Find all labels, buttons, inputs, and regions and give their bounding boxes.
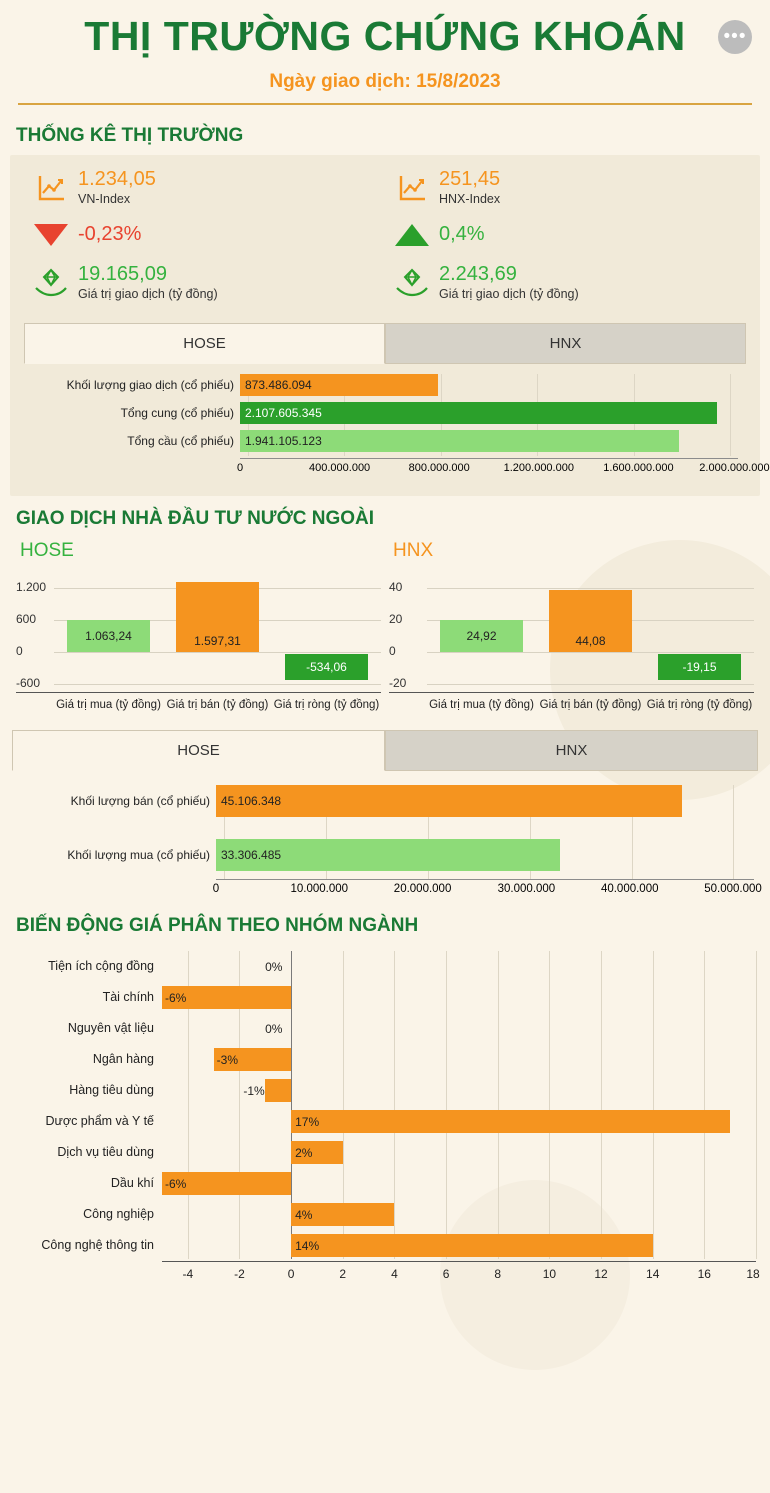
bar-value: 2.107.605.345	[245, 405, 322, 420]
sector-label: Nguyên vật liệu	[67, 1021, 154, 1036]
bar-track	[216, 785, 754, 817]
bar-fill	[240, 374, 438, 396]
section-title-market-stats: THỐNG KÊ THỊ TRƯỜNG	[16, 125, 244, 147]
bar-track	[216, 839, 754, 871]
y-tick: 40	[389, 579, 403, 594]
bar-label: Tổng cung (cổ phiếu)	[120, 405, 234, 420]
trading-date: Ngày giao dịch: 15/8/2023	[269, 71, 501, 93]
sector-value: 4%	[295, 1207, 313, 1222]
bar-value: 1.597,31	[194, 633, 241, 648]
sector-label: Tài chính	[102, 990, 154, 1005]
axis-tick: 2.000.000.000	[699, 461, 770, 474]
y-tick: -20	[389, 675, 407, 690]
foreign-chart-hnx	[385, 538, 758, 712]
bar-track	[240, 430, 738, 452]
hand-diamond-icon	[24, 266, 78, 298]
sector-plot	[162, 1230, 756, 1261]
x-categories-hnx	[389, 692, 754, 712]
hnx-value-label: Giá trị giao dịch (tỷ đồng)	[439, 286, 579, 301]
divider	[18, 103, 752, 105]
axis-tick: 0	[212, 882, 220, 895]
axis-tick: -2	[234, 1266, 245, 1281]
bar-fill	[440, 620, 523, 652]
page-title: THỊ TRƯỜNG CHỨNG KHOÁN	[84, 13, 686, 59]
vnindex-value: 1.234,05	[78, 168, 156, 191]
bar-value: 33.306.485	[221, 847, 282, 862]
bar-label: Khối lượng mua (cổ phiếu)	[67, 847, 210, 862]
market-volume-chart	[24, 364, 770, 482]
arrow-up-icon	[385, 222, 439, 248]
tab-hnx-market[interactable]: HNX	[385, 323, 746, 364]
sector-label: Dịch vụ tiêu dùng	[57, 1145, 154, 1160]
sector-value: -1%	[243, 1083, 265, 1098]
y-tick: 20	[389, 611, 403, 626]
bar-label: Khối lượng bán (cổ phiếu)	[70, 793, 210, 808]
y-tick: 1.200	[16, 579, 47, 594]
axis-tick: 8	[494, 1266, 502, 1281]
stats-column-hnx	[385, 167, 746, 316]
foreign-exchange-tabs[interactable]	[12, 730, 758, 771]
vertical-chart-hnx	[389, 572, 754, 692]
y-tick: 600	[16, 611, 37, 626]
bar-fill	[285, 654, 368, 680]
bar-cell-sell	[536, 572, 645, 692]
bar-value: 45.106.348	[221, 793, 282, 808]
stat-hose-value	[24, 262, 385, 303]
foreign-volume-chart	[0, 771, 770, 903]
bar-value: -534,06	[306, 659, 347, 674]
sector-row	[14, 1168, 756, 1199]
bar-label: Tổng cầu (cổ phiếu)	[127, 433, 234, 448]
bar-fill	[176, 582, 259, 652]
bar-fill	[549, 590, 632, 652]
sector-chart	[0, 945, 770, 1293]
y-tick: 0	[389, 643, 396, 658]
sector-label: Ngân hàng	[92, 1052, 154, 1067]
bar-fill	[658, 654, 741, 680]
sector-plot	[162, 1168, 756, 1199]
sector-plot	[162, 1199, 756, 1230]
hose-value-label: Giá trị giao dịch (tỷ đồng)	[78, 286, 218, 301]
sector-bar	[291, 1110, 730, 1133]
sector-label: Dầu khí	[110, 1176, 154, 1191]
axis-tick: 20.000.000	[393, 882, 452, 895]
foreign-dual-charts	[0, 538, 770, 712]
x-tick: Giá trị mua (tỷ đồng)	[56, 698, 161, 711]
sector-value: 2%	[295, 1145, 313, 1160]
sector-row	[14, 1075, 756, 1106]
bar-fill	[240, 430, 679, 452]
axis-tick: 4	[391, 1266, 398, 1281]
axis-tick: 2	[339, 1266, 347, 1281]
axis-tick: 400.000.000	[309, 461, 371, 474]
axis-tick: 40.000.000	[600, 882, 659, 895]
foreign-chart-hose	[12, 538, 385, 712]
chart-line-icon	[24, 172, 78, 204]
axis-tick: 0	[236, 461, 244, 474]
stat-vnindex	[24, 167, 385, 208]
sector-plot	[162, 982, 756, 1013]
page-header	[0, 0, 770, 113]
sector-row	[14, 951, 756, 982]
sector-row	[14, 1013, 756, 1044]
hand-diamond-icon	[385, 266, 439, 298]
axis-tick: 10	[542, 1266, 557, 1281]
sector-label: Công nghiệp	[83, 1207, 154, 1222]
bar-cell-buy	[427, 572, 536, 692]
axis-tick: 6	[442, 1266, 450, 1281]
sector-row	[14, 1137, 756, 1168]
axis-tick: 12	[594, 1266, 608, 1281]
market-stats-panel	[10, 155, 770, 495]
sector-label: Tiện ích cộng đồng	[48, 959, 154, 974]
sector-row	[14, 1044, 756, 1075]
bar-row-demand	[32, 430, 738, 452]
tab-hose-foreign[interactable]: HOSE	[12, 730, 385, 771]
stats-column-hose	[24, 167, 385, 316]
bar-value: -19,15	[682, 659, 717, 674]
hnxindex-change-value: 0,4%	[439, 223, 485, 246]
sector-value: -6%	[165, 1176, 187, 1191]
bar-row-buy-volume	[16, 839, 754, 871]
stat-hnx-value	[385, 262, 746, 303]
bar-label: Khối lượng giao dịch (cổ phiếu)	[66, 377, 234, 392]
bar-cell-buy	[54, 572, 163, 692]
sector-label: Công nghệ thông tin	[41, 1238, 154, 1253]
sector-plot	[162, 1137, 756, 1168]
bar-track	[240, 374, 738, 396]
axis-tick: 1.200.000.000	[503, 461, 574, 474]
bar-row-volume	[32, 374, 738, 396]
hose-value-traded: 19.165,09	[78, 262, 167, 285]
sector-row	[14, 982, 756, 1013]
sector-row	[14, 1106, 756, 1137]
axis-tick: 30.000.000	[497, 882, 556, 895]
bar-value: 24,92	[466, 628, 497, 643]
stat-vnindex-change	[24, 222, 385, 248]
sector-plot	[162, 1075, 756, 1106]
vnindex-label: VN-Index	[78, 192, 131, 207]
axis-tick: 800.000.000	[408, 461, 470, 474]
bar-track	[240, 402, 738, 424]
sector-axis	[162, 1261, 760, 1283]
bar-value: 1.063,24	[85, 628, 132, 643]
hnxindex-label: HNX-Index	[439, 192, 501, 207]
chart-line-icon	[385, 172, 439, 204]
x-tick: Giá trị bán (tỷ đồng)	[539, 698, 642, 711]
sector-value: 14%	[295, 1238, 320, 1253]
section-title-foreign: GIAO DỊCH NHÀ ĐẦU TƯ NƯỚC NGOÀI	[16, 507, 375, 529]
section-title-sector: BIẾN ĐỘNG GIÁ PHÂN THEO NHÓM NGÀNH	[16, 914, 419, 936]
bar-fill	[67, 620, 150, 652]
axis-tick: 50.000.000	[704, 882, 762, 895]
sector-value: -6%	[165, 990, 187, 1005]
x-tick: Giá trị ròng (tỷ đồng)	[273, 698, 380, 711]
x-tick: Giá trị mua (tỷ đồng)	[429, 698, 534, 711]
x-tick: Giá trị ròng (tỷ đồng)	[646, 698, 753, 711]
sector-plot	[162, 951, 756, 982]
x-categories-hose	[16, 692, 381, 712]
arrow-down-icon	[24, 222, 78, 248]
bar-row-sell-volume	[16, 785, 754, 817]
x-tick: Giá trị bán (tỷ đồng)	[166, 698, 269, 711]
sector-value: 17%	[295, 1114, 320, 1129]
bar-value: 1.941.105.123	[245, 433, 322, 448]
axis-tick: 14	[646, 1266, 660, 1281]
sector-plot	[162, 1013, 756, 1044]
sector-row	[14, 1199, 756, 1230]
market-exchange-tabs[interactable]	[24, 323, 746, 364]
sector-value: 0%	[265, 959, 283, 974]
sector-row	[14, 1230, 756, 1261]
bar-cell-sell	[163, 572, 272, 692]
bar-fill	[240, 402, 717, 424]
sector-bar	[265, 1079, 291, 1102]
axis-tick: 1.600.000.000	[603, 461, 674, 474]
sector-plot	[162, 1044, 756, 1075]
axis-tick: 16	[697, 1266, 711, 1281]
sector-plot	[162, 1106, 756, 1137]
sector-bar	[291, 1234, 653, 1257]
tab-hose-market[interactable]: HOSE	[24, 323, 385, 364]
bar-cell-net	[645, 572, 754, 692]
bar-fill	[216, 785, 682, 817]
y-tick: 0	[16, 643, 23, 658]
stat-hnxindex-change	[385, 222, 746, 248]
bar-row-supply	[32, 402, 738, 424]
chart-title-hose: HOSE	[20, 539, 74, 561]
sector-value: 0%	[265, 1021, 283, 1036]
axis-tick: -4	[182, 1266, 194, 1281]
sector-label: Hàng tiêu dùng	[69, 1083, 154, 1098]
axis-tick: 18	[746, 1266, 760, 1281]
hnxindex-value: 251,45	[439, 168, 501, 191]
sector-value: -3%	[216, 1052, 239, 1067]
sector-label: Dược phẩm và Y tế	[45, 1114, 154, 1129]
bar-value: 873.486.094	[245, 377, 312, 392]
vnindex-change-value: -0,23%	[78, 223, 142, 246]
tab-hnx-foreign[interactable]: HNX	[385, 730, 758, 771]
stat-hnxindex	[385, 167, 746, 208]
more-options-icon[interactable]: •••	[718, 20, 752, 54]
y-tick: -600	[16, 675, 41, 690]
vertical-chart-hose	[16, 572, 381, 692]
axis-tick: 0	[287, 1266, 295, 1281]
bar-cell-net	[272, 572, 381, 692]
bar-value: 44,08	[575, 633, 606, 648]
axis-tick: 10.000.000	[290, 882, 349, 895]
chart-title-hnx: HNX	[393, 539, 434, 561]
bar-fill	[216, 839, 560, 871]
hnx-value-traded: 2.243,69	[439, 262, 517, 285]
